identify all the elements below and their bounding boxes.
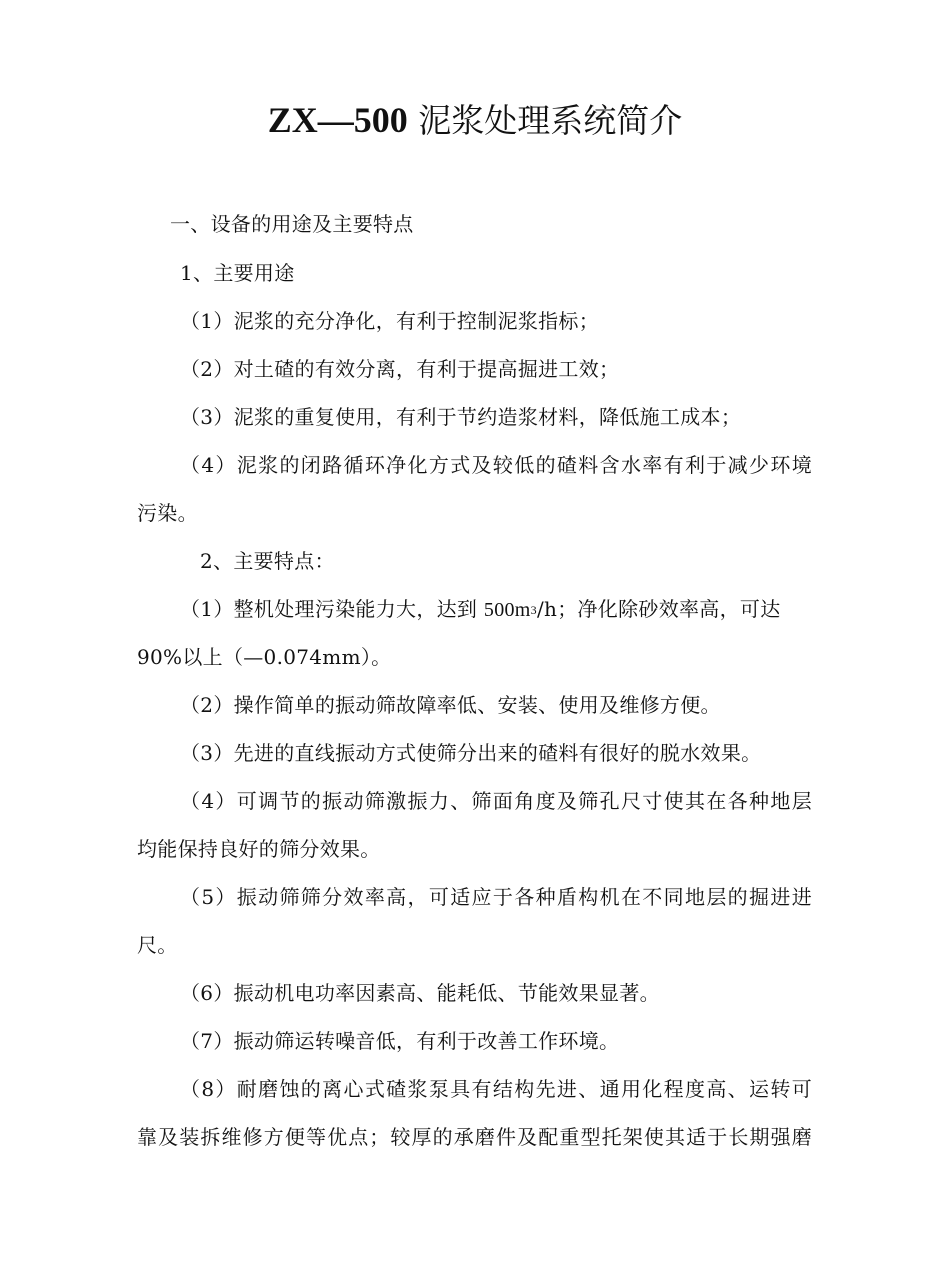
features-item-5-line-1: （5）振动筛筛分效率高，可适应于各种盾构机在不同地层的掘进进 (180, 885, 812, 909)
features-heading: 2、主要特点： (200, 549, 335, 573)
features-item-1-line-1 (180, 594, 812, 625)
features-item-5-line-2: 尺。 (137, 933, 178, 957)
features-item-1-text-c: /h；净化除砂效率高，可达 (536, 597, 781, 621)
features-item-7: （7）振动筛运转噪音低，有利于改善工作环境。 (180, 1029, 620, 1053)
title-text: 泥浆处理系统简介 (407, 101, 683, 140)
uses-item-4-line-1: （4）泥浆的闭路循环净化方式及较低的碴料含水率有利于减少环境 (180, 453, 812, 477)
uses-item-3: （3）泥浆的重复使用，有利于节约造浆材料，降低施工成本； (180, 405, 742, 429)
features-item-1-line-2: 90%以上（—0.074mm）。 (137, 645, 392, 669)
document-title (0, 96, 950, 145)
features-item-4-line-2: 均能保持良好的筛分效果。 (137, 837, 381, 861)
features-item-6: （6）振动机电功率因素高、能耗低、节能效果显著。 (180, 981, 660, 1005)
features-item-4-line-1: （4）可调节的振动筛激振力、筛面角度及筛孔尺寸使其在各种地层 (180, 789, 812, 813)
section-heading: 一、设备的用途及主要特点 (170, 212, 414, 236)
title-model-number: ZX—500 (267, 100, 408, 140)
features-item-1-text-a: （1）整机处理污染能力大，达到 (180, 597, 484, 621)
features-item-8-line-1: （8）耐磨蚀的离心式碴浆泵具有结构先进、通用化程度高、运转可 (180, 1077, 812, 1101)
uses-item-2: （2）对土碴的有效分离，有利于提高掘进工效； (180, 357, 620, 381)
features-item-1-capacity: 500m (483, 599, 531, 621)
uses-item-1: （1）泥浆的充分净化，有利于控制泥浆指标； (180, 309, 600, 333)
features-item-3: （3）先进的直线振动方式使筛分出来的碴料有很好的脱水效果。 (180, 741, 762, 765)
uses-heading: 1、主要用途 (180, 261, 295, 285)
features-item-1-unit-exponent: 3 (530, 603, 537, 617)
features-item-8-line-2: 靠及装拆维修方便等优点；较厚的承磨件及配重型托架使其适于长期强磨 (137, 1125, 812, 1149)
uses-item-4-line-2: 污染。 (137, 501, 198, 525)
features-item-2: （2）操作简单的振动筛故障率低、安装、使用及维修方便。 (180, 693, 721, 717)
